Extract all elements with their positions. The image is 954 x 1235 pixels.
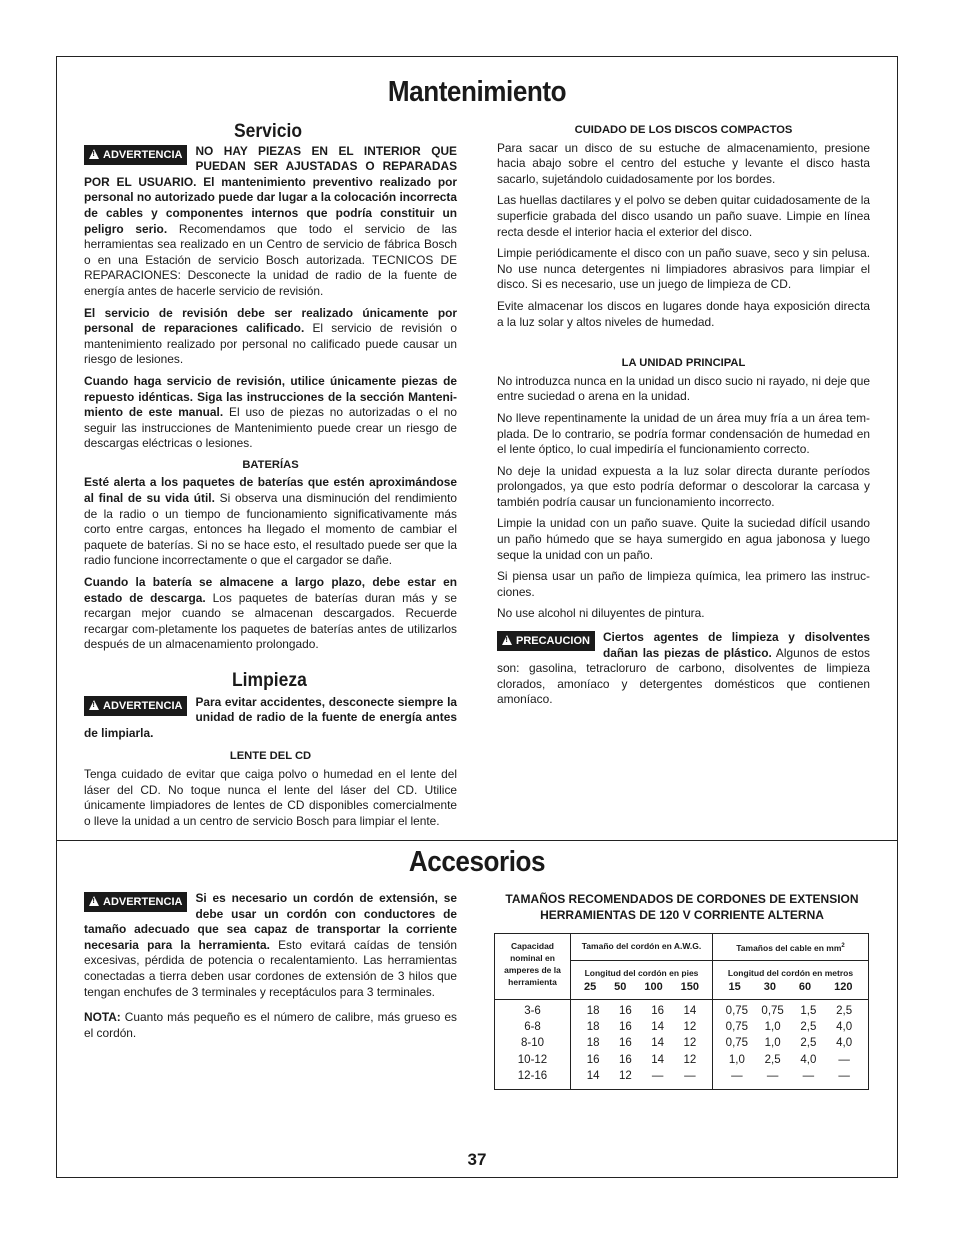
- right-column: [497, 121, 870, 714]
- cd-paragraph: Para sacar un disco de su estuche de almacenamiento, presione hacia abajo sobre el centro del estuche y levante el disco hasta sacarlo, sujetándolo cuidadosamente por los bordes.: [497, 140, 870, 186]
- servicio-heading: Servicio: [234, 121, 303, 142]
- unit-paragraph: Limpie la unidad con un paño suave. Quite la suciedad difícil usando un paño húmedo que se haya sumergido en agua jabonosa y luego seque la unidad con un paño.: [497, 516, 870, 562]
- limpieza-warning: !ADVERTENCIA Para evitar accidentes, desconecte siempre la unidad de radio de la fuente de energía antes de limpiarla.: [84, 695, 457, 742]
- cord-table-section: [494, 891, 870, 1090]
- nota-paragraph: NOTA: Cuanto más pequeño es el número de calibre, más grueso es el cordón.: [84, 1010, 457, 1040]
- servicio-paragraph: Cuando haga servicio de revisión, utilice únicamente piezas de repuesto idénticas. Siga las instrucciones de la sección Manteni-miento de este manual. El uso de piezas no autorizadas o el no seguir las instrucciones de Mantenimiento puede crear un riesgo de descargas eléctricas o lesiones.: [84, 373, 457, 451]
- warning-triangle-icon: [89, 700, 99, 710]
- mantenimiento-title: Mantenimiento: [387, 76, 567, 108]
- accesorios-title: Accesorios: [408, 846, 546, 878]
- unit-paragraph: No use alcohol ni diluyentes de pintura.: [497, 606, 705, 621]
- feet-header: Longitud del cordón en pies: [584, 967, 699, 978]
- table-row: 0,75 0,75 1,5 2,5: [725, 1004, 853, 1017]
- unit-paragraph: No deje la unidad expuesta a la luz solar directa durante períodos prolongados, ya que esto podría deformar o descolorar la carcasa y también podría causar un funcionamiento incorrecto.: [497, 463, 870, 509]
- mm-header: Tamaños del cable en $mm^2$: [736, 942, 845, 953]
- cd-paragraph: Evite almacenar los discos en lugares donde haya exposición directa a la luz solar y altos niveles de humedad.: [497, 298, 870, 329]
- feet-values: 25 50 100 150: [583, 980, 699, 993]
- unit-paragraph: Si piensa usar un paño de limpieza química, lea primero las instruc-ciones.: [497, 569, 870, 599]
- cd-paragraph: Limpie periódicamente el disco con un paño suave, seco y sin pelusa. No use nunca detergentes ni limpiadores abrasivos para limpiar el disco. Si es necesario, use un juego de limpieza de CD.: [497, 246, 870, 292]
- section-divider: [56, 840, 898, 841]
- unit-heading: LA UNIDAD PRINCIPAL: [621, 357, 746, 370]
- meters-header: Longitud del cordón en metros: [727, 967, 854, 978]
- warning-triangle-icon: [89, 896, 99, 906]
- awg-values: [571, 1003, 712, 1084]
- warning-badge: !ADVERTENCIA: [84, 145, 187, 165]
- caution-badge: !PRECAUCION: [497, 631, 595, 651]
- limpieza-heading: Limpieza: [232, 670, 307, 691]
- mm-values: [713, 1003, 868, 1084]
- table-row: 16 16 14 12: [586, 1053, 697, 1066]
- baterias-heading: BATERÍAS: [242, 458, 299, 471]
- warning-badge: !ADVERTENCIA: [84, 696, 187, 716]
- lente-paragraph: Tenga cuidado de evitar que caiga polvo o humedad en el lente del láser del CD. No toque nunca el lente del láser del CD. Utilice únicamente limpiadores de lentes de CD disponibles comercialmente o lleve la unidad a un centro de servicio Bosch para limpiar el lente.: [84, 766, 457, 828]
- table-row: 0,75 1,0 2,5 4,0: [725, 1037, 853, 1050]
- table-row: 14 12 — —: [586, 1070, 696, 1083]
- accesorios-left-column: [84, 891, 457, 1047]
- amps-header: Capacidad nominal en amperes de la herramienta: [504, 941, 561, 987]
- cd-paragraph: Las huellas dactilares y el polvo se deben quitar cuidadosamente de la superficie grabada del disco usando un paño suave. Limpie en línea recta desde el interior hacia el exterior del disco.: [497, 193, 870, 239]
- amps-column: 3-6 6-8 8-10 10-12 12-16: [517, 1004, 548, 1083]
- baterias-paragraph: Esté alerta a los paquetes de baterías que estén aproximándose al final de su vida útil. Si observa una disminución del rendimiento de la radio o un tiempo de funcionamiento significativamente más corto entre cargas, entonces ha llegado el momento de cambiar el paquete de baterías. Si no se hace esto, el resultado puede ser que la radio funcione incorrectamente o que el cargador se dañe.: [84, 475, 457, 568]
- table-title-line1: TAMAÑOS RECOMENDADOS DE CORDONES DE EXTENSION: [505, 892, 859, 906]
- warning-triangle-icon: [502, 635, 512, 645]
- awg-header: Tamaño del cordón en A.W.G.: [581, 941, 702, 951]
- baterias-paragraph: Cuando la batería se almacene a largo plazo, debe estar en estado de descarga. Los paquetes de baterías duran más y se recargan mejor cuando se almacenan descargados. Recuerde recargar com-pletamente los paquetes de baterías antes de utilizarlos después de un almacenamiento prolongado.: [84, 575, 457, 652]
- lente-heading: LENTE DEL CD: [229, 750, 312, 763]
- table-title-line2: HERRAMIENTAS DE 120 V CORRIENTE ALTERNA: [540, 908, 824, 922]
- unit-paragraph: No lleve repentinamente la unidad de un área muy fría a un área tem-plada. De lo contrario, se podría formar condensación de humedad en el lente óptico, lo cual impediría el funcionamiento correcto.: [497, 410, 870, 457]
- table-row: 1,0 2,5 4,0 —: [728, 1053, 850, 1066]
- table-row: — — — —: [731, 1070, 850, 1083]
- cd-care-heading: CUIDADO DE LOS DISCOS COMPACTOS: [574, 124, 793, 136]
- page-number: 37: [467, 1150, 487, 1169]
- cord-size-table: [494, 933, 869, 1090]
- warning-badge: !ADVERTENCIA: [84, 892, 187, 912]
- table-row: 18 16 16 14: [586, 1004, 697, 1017]
- servicio-paragraph: El servicio de revisión debe ser realizado únicamente por personal de reparaciones calificado. El servicio de revisión o mantenimiento realizado por personal no calificado puede causar un riesgo de lesiones.: [84, 305, 457, 367]
- table-row: 18 16 14 12: [586, 1037, 697, 1050]
- table-row: 18 16 14 12: [586, 1021, 697, 1034]
- left-column: [84, 121, 457, 835]
- servicio-warning: !ADVERTENCIA NO HAY PIEZAS EN EL INTERIOR QUE PUEDAN SER AJUSTADAS O REPARADAS POR EL USUARIO. El mantenimiento preventivo realizado por personal no autorizado puede dar lugar a la colocación incorrecta de cables y componentes internos que podría constituir un peligro serio. Recomendamos que todo el servicio de las herramientas sea realizado en un Centro de servicio de fábrica Bosch o en una Estación de servicio Bosch autorizada. TECNICOS DE REPARACIONES: Desconecte la unidad de radio de la fuente de energía antes de hacerle servicio de revisión.: [84, 144, 457, 300]
- warning-triangle-icon: [89, 149, 99, 159]
- meters-values: 15 30 60 120: [728, 980, 853, 993]
- caution-notice: !PRECAUCION Ciertos agentes de limpieza y disolventes dañan las piezas de plástico. Algunos de estos son: gasolina, tetracloruro de carbono, disolventes de limpieza clorados, amoníaco y detergentes domésticos que contienen amoníaco.: [497, 630, 870, 708]
- table-row: 0,75 1,0 2,5 4,0: [725, 1021, 853, 1034]
- unit-paragraph: No introduzca nunca en la unidad un disco sucio ni rayado, ni deje que entre suciedad o arena en la unidad.: [497, 373, 870, 404]
- accesorios-warning: !ADVERTENCIA Si es necesario un cordón de extensión, se debe usar un cordón con conductores de tamaño adecuado que sea capaz de transportar la corriente necesaria para la herramienta. Esto evitará caídas de tensión excesivas, pérdida de potencia o recalentamiento. Las herramientas conectadas a tierra deben usar cordones de extensión de 3 hilos que tengan enchufes de 3 terminales y receptáculos para 3 terminales.: [84, 891, 457, 1000]
